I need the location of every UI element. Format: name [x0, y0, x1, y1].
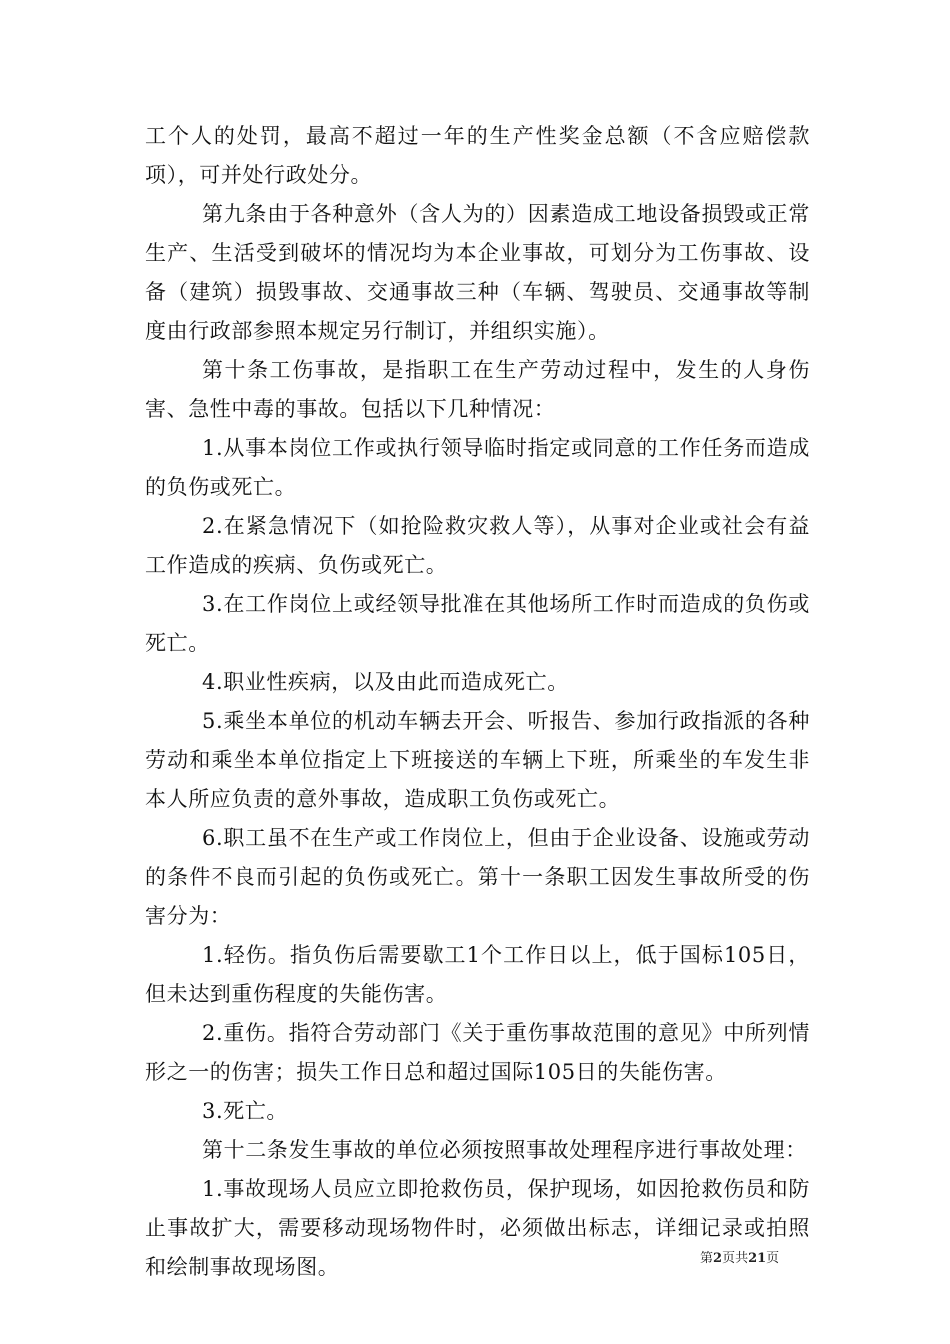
footer-prefix: 第 — [700, 1251, 714, 1266]
current-page-number: 2 — [713, 1251, 723, 1266]
footer-middle: 页共 — [722, 1251, 749, 1266]
paragraph-article-9: 第九条由于各种意外（含人为的）因素造成工地设备损毁或正常生产、生活受到破坏的情况均为本企业事故，可划分为工伤事故、设备（建筑）损毁事故、交通事故三种（车辆、驾驶员、交通事故等制度由行政部参照本规定另行制订，并组织实施）。 — [145, 202, 810, 343]
paragraph-1: 工个人的处罚，最高不超过一年的生产性奖金总额（不含应赔偿款项），可并处行政处分。 — [145, 124, 810, 187]
paragraph-article-10: 第十条工伤事故，是指职工在生产劳动过程中，发生的人身伤害、急性中毒的事故。包括以下几种情况： — [145, 358, 810, 421]
total-pages-number: 21 — [748, 1251, 767, 1266]
list-item-10-5: 5.乘坐本单位的机动车辆去开会、听报告、参加行政指派的各种劳动和乘坐本单位指定上下班接送的车辆上下班，所乘坐的车发生非本人所应负责的意外事故，造成职工负伤或死亡。 — [145, 709, 810, 811]
list-item-11-3: 3.死亡。 — [202, 1099, 289, 1123]
document-body — [145, 117, 810, 1287]
list-item-10-6: 6.职工虽不在生产或工作岗位上，但由于企业设备、设施或劳动的条件不良而引起的负伤或死亡。第十一条职工因发生事故所受的伤害分为： — [145, 826, 810, 928]
list-item-10-1: 1.从事本岗位工作或执行领导临时指定或同意的工作任务而造成的负伤或死亡。 — [145, 436, 810, 499]
paragraph-article-12: 第十二条发生事故的单位必须按照事故处理程序进行事故处理： — [202, 1138, 807, 1162]
footer-suffix: 页 — [766, 1251, 780, 1266]
page-footer — [700, 1247, 820, 1266]
list-item-11-2: 2.重伤。指符合劳动部门《关于重伤事故范围的意见》中所列情形之一的伤害；损失工作日总和超过国际105日的失能伤害。 — [145, 1021, 810, 1084]
list-item-10-2: 2.在紧急情况下（如抢险救灾救人等），从事对企业或社会有益工作造成的疾病、负伤或死亡。 — [145, 514, 810, 577]
list-item-11-1: 1.轻伤。指负伤后需要歇工1个工作日以上，低于国标105日，但未达到重伤程度的失能伤害。 — [145, 943, 810, 1006]
list-item-10-3: 3.在工作岗位上或经领导批准在其他场所工作时而造成的负伤或死亡。 — [145, 592, 810, 655]
list-item-12-1: 1.事故现场人员应立即抢救伤员，保护现场，如因抢救伤员和防止事故扩大，需要移动现场物件时，必须做出标志，详细记录或拍照和绘制事故现场图。 — [145, 1177, 810, 1279]
list-item-10-4: 4.职业性疾病，以及由此而造成死亡。 — [202, 670, 569, 694]
